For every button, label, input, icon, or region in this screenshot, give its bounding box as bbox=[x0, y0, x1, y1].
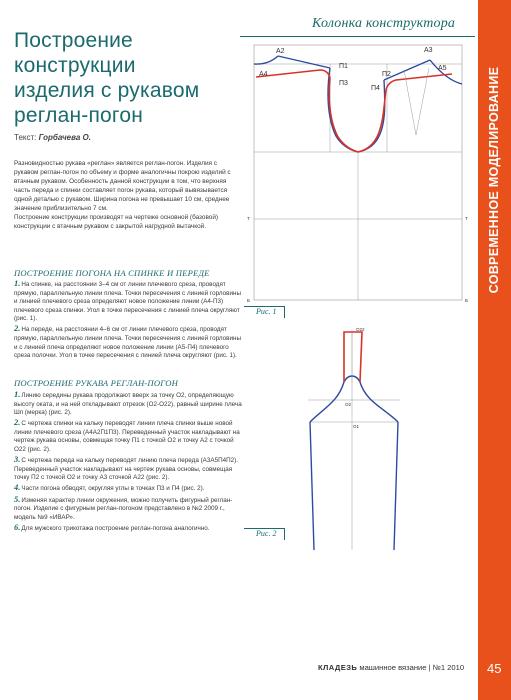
point-label-t-right: Т bbox=[465, 216, 468, 221]
section-heading: ПОСТРОЕНИЕ РУКАВА РЕГЛАН-ПОГОН bbox=[14, 378, 179, 388]
step-number: 1. bbox=[14, 389, 21, 399]
sleeve-cap bbox=[310, 376, 398, 422]
magazine-name: КЛАДЕЗЬ bbox=[318, 663, 358, 672]
step-number: 2. bbox=[14, 417, 21, 428]
saddle-strap bbox=[344, 332, 362, 382]
back-neckline bbox=[254, 56, 278, 64]
step-number: 2. bbox=[14, 323, 21, 334]
step-text: Части погона обводят, округляя углы в точках П3 и П4 (рис. 2). bbox=[21, 485, 205, 493]
point-label-b-right: Б bbox=[465, 298, 468, 303]
front-neckline bbox=[430, 60, 462, 84]
step-item bbox=[14, 390, 242, 418]
sleeve-underseam-right bbox=[394, 422, 398, 550]
article-title bbox=[14, 28, 234, 128]
step-text: С чертежа переда на кальку переводят линию плеча переда (А3А5П4П2). Переведенный участок накладывают на чертеж рукава основы, совмещая точку П2 с точкой О2 и точку А3 сточкой А22 (рис. 2). bbox=[14, 457, 238, 482]
figure-2-caption: Рис. 2 bbox=[256, 529, 277, 538]
step-text: Изменяя характер линии окружения, можно получить фигурный реглан-погон. Изделие с фигурным реглан-погоном представлено в №2 2009 г., модель №9 «ИВАР». bbox=[14, 496, 233, 521]
step-item bbox=[14, 324, 242, 360]
step-item bbox=[14, 495, 242, 523]
step-text: Линию середины рукава продолжают вверх за точку О2, определяющую высоту оката, и на ней откладывают отрезок (О2-О22), равный ширине плеча Шп (мерка) (рис. 2). bbox=[14, 392, 242, 417]
section1-steps bbox=[14, 279, 242, 361]
article-title-line: реглан-погон bbox=[14, 104, 144, 127]
point-label-p2: П2 bbox=[382, 71, 391, 78]
section-heading: ПОСТРОЕНИЕ ПОГОНА НА СПИНКЕ И ПЕРЕДЕ bbox=[14, 268, 210, 278]
point-label-p3: П3 bbox=[339, 80, 348, 87]
back-armhole-red bbox=[329, 78, 358, 152]
point-label-o1: О1 bbox=[353, 424, 360, 429]
page-footer bbox=[318, 663, 464, 672]
step-number: 4. bbox=[14, 482, 21, 493]
intro-text bbox=[14, 160, 242, 233]
step-text: На переде, на расстоянии 4–6 см от линии плечевого среза, проводят прямую, параллельную линии плеча. Точки пересечения с линией горловины и с линией плеча определяют новое положение линии (А5-П4) плечевого среза полочки. Угол в точке пересечения с линией плеча округляют (рис. 1). bbox=[14, 326, 241, 360]
step-number: 1. bbox=[14, 278, 21, 288]
column-rule bbox=[240, 36, 475, 37]
intro-paragraph: Построение конструкции производят на чертеже основной (базовой) конструкции с втачным рукавом с закрытой нагрудной вытачкой. bbox=[14, 214, 219, 231]
figure-1-caption: Рис. 1 bbox=[256, 307, 277, 316]
step-number: 6. bbox=[14, 521, 21, 532]
figure-1-bodice-draft bbox=[244, 40, 476, 325]
point-label-a5: А5 bbox=[438, 65, 447, 72]
section2-steps bbox=[14, 390, 242, 534]
step-number: 5. bbox=[14, 493, 21, 504]
step-item bbox=[14, 279, 242, 324]
step-item bbox=[14, 418, 242, 454]
step-text: Для мужского трикотажа построение реглан-погона аналогично. bbox=[21, 524, 210, 532]
step-number: 3. bbox=[14, 454, 21, 465]
point-label-o22: О22 bbox=[356, 327, 365, 332]
point-label-a3: А3 bbox=[424, 47, 433, 54]
step-item bbox=[14, 455, 242, 483]
point-label-a4: А4 bbox=[259, 71, 268, 78]
point-label-t-left: Т bbox=[247, 216, 250, 221]
page-number: 45 bbox=[487, 661, 502, 676]
article-title-line: конструкции bbox=[14, 54, 136, 77]
author-name: Горбачева О. bbox=[38, 133, 91, 142]
footer-issue: машинное вязание | №1 2010 bbox=[359, 663, 465, 672]
intro-paragraph: Разновидностью рукава «реглан» является реглан-погон. Изделия с рукавом реглан-погон по объему и форме аналогичны покрою изделий с втачным рукавом. Особенность данной конструкции в том, что верхняя часть переда и спинки составляет погон рукава, который вывязывается одной деталью с рукавом. Ширина погона не превышает 10 см, среднее значение приблизительно 7 см. bbox=[14, 160, 231, 212]
figure-2-sleeve-draft bbox=[244, 322, 476, 554]
section-side-band bbox=[478, 0, 511, 700]
point-label-a2: А2 bbox=[276, 48, 285, 55]
front-armhole-red bbox=[358, 90, 386, 152]
section-band-title: СОВРЕМЕННОЕ МОДЕЛИРОВАНИЕ bbox=[487, 66, 501, 294]
back-shoulder-line bbox=[278, 56, 330, 68]
sleeve-underseam-left bbox=[310, 422, 314, 550]
step-item bbox=[14, 523, 242, 534]
point-label-p4: П4 bbox=[371, 85, 380, 92]
point-label-o2: О2 bbox=[345, 402, 352, 407]
column-title: Колонка конструктора bbox=[312, 16, 456, 31]
article-title-line: Построение bbox=[14, 29, 133, 52]
author-line bbox=[14, 133, 91, 142]
point-label-p1: П1 bbox=[339, 63, 348, 70]
front-yoke-line bbox=[386, 74, 452, 90]
step-text: На спинке, на расстоянии 3–4 см от линии плечевого среза, проводят прямую, параллельную линии плеча. Точки пересечения с линией горловины и линией плечевого среза определяют новое положение линии (А4-П3) плечевого среза спинки. Угол в точке пересечения с линией плеча округляют (рис. 1). bbox=[14, 281, 241, 323]
step-item bbox=[14, 483, 242, 494]
author-prefix: Текст: bbox=[14, 133, 37, 142]
step-text: С чертежа спинки на кальку переводят линии плеча спинки выше новой линии плечевого среза (А4А2П1П3). Переведенный участок накладывают на чертеж рукава основы, совмещая точку П1 с точкой О2 и точку А2 с точкой О22 (рис. 2). bbox=[14, 420, 240, 454]
article-title-line: изделия с рукавом bbox=[14, 79, 200, 102]
point-label-b-left: Б bbox=[247, 298, 250, 303]
